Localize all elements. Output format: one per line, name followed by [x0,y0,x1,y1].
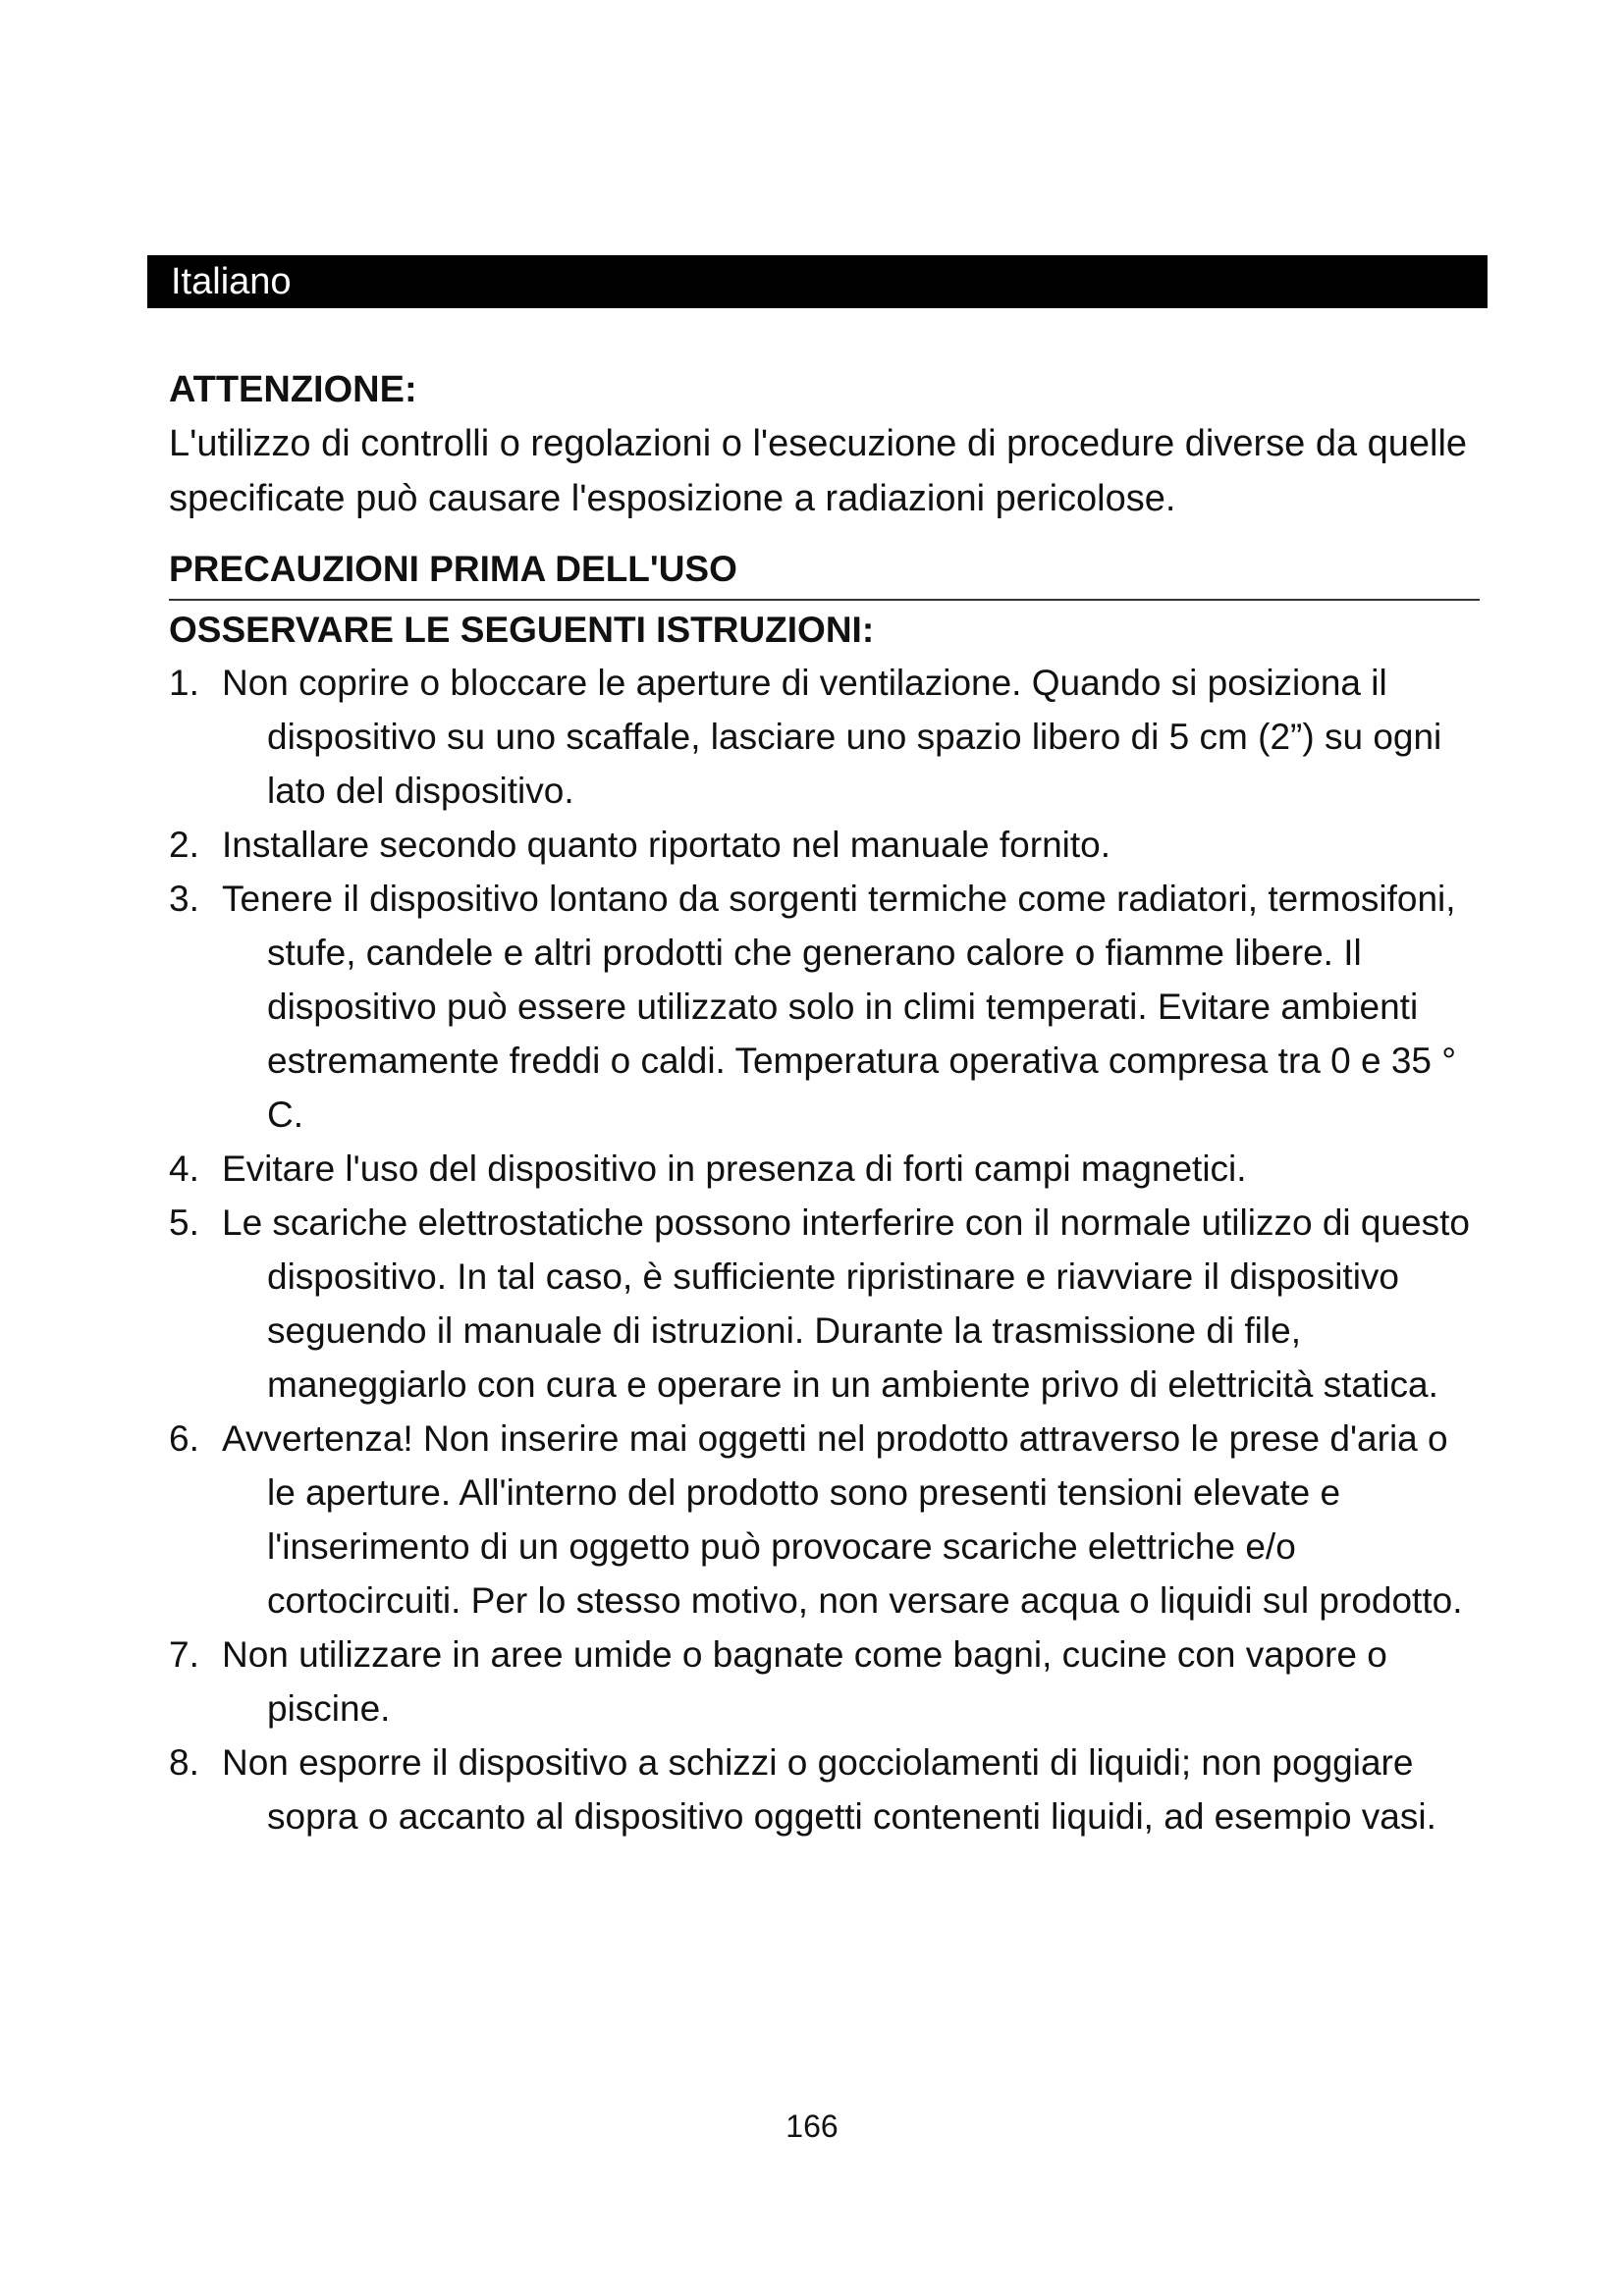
list-item [169,1196,1480,1412]
list-item [169,656,1480,818]
item-text: Non coprire o bloccare le aperture di ventilazione. Quando si posiziona il dispositivo su uno scaffale, lasciare uno spazio libero di 5 cm (2”) su ogni lato del dispositivo. [222,663,1442,811]
list-item [169,1628,1480,1735]
precautions-title: PRECAUZIONI PRIMA DELL'USO [169,544,1480,601]
item-number: 8. [169,1742,199,1783]
item-text: Non utilizzare in aree umide o bagnate come bagni, cucine con vapore o piscine. [222,1634,1387,1729]
list-item [169,1735,1480,1843]
item-number: 5. [169,1202,199,1243]
item-text: Evitare l'uso del dispositivo in presenza di forti campi magnetici. [222,1148,1247,1189]
page-number: 166 [785,2109,839,2144]
list-item [169,818,1480,872]
item-number: 4. [169,1148,199,1189]
item-number: 2. [169,825,199,865]
item-text: Tenere il dispositivo lontano da sorgenti termiche come radiatori, termosifoni, stufe, candele e altri prodotti che generano calore o fiamme libere. Il dispositivo può essere utilizzato solo in climi temperati. Evitare ambienti estremamente freddi o caldi. Temperatura operativa compresa tra 0 e 35 ° C. [222,879,1457,1135]
page-content [169,363,1480,1843]
warning-title: ATTENZIONE: [169,369,417,410]
precautions-subtitle: OSSERVARE LE SEGUENTI ISTRUZIONI: [169,610,875,650]
language-header: Italiano [147,255,1488,308]
item-number: 6. [169,1418,199,1459]
item-text: Non esporre il dispositivo a schizzi o gocciolamenti di liquidi; non poggiare sopra o accanto al dispositivo oggetti contenenti liquidi, ad esempio vasi. [222,1742,1436,1837]
item-text: Avvertenza! Non inserire mai oggetti nel prodotto attraverso le prese d'aria o le aperture. All'interno del prodotto sono presenti tensioni elevate e l'inserimento di un oggetto può provocare scariche elettriche e/o cortocircuiti. Per lo stesso motivo, non versare acqua o liquidi sul prodotto. [222,1418,1463,1621]
item-number: 3. [169,879,199,919]
item-text: Le scariche elettrostatiche possono interferire con il normale utilizzo di questo dispositivo. In tal caso, è sufficiente ripristinare e riavviare il dispositivo seguendo il manuale di istruzioni. Durante la trasmissione di file, maneggiarlo con cura e operare in un ambiente privo di elettricità statica. [222,1202,1470,1405]
list-item [169,1412,1480,1628]
precautions-list [169,656,1480,1843]
list-item [169,1142,1480,1196]
list-item [169,872,1480,1142]
warning-text: L'utilizzo di controlli o regolazioni o l'esecuzione di procedure diverse da quelle specificate può causare l'esposizione a radiazioni pericolose. [169,423,1468,519]
item-number: 7. [169,1634,199,1675]
item-text: Installare secondo quanto riportato nel manuale fornito. [222,825,1111,865]
item-number: 1. [169,663,199,703]
